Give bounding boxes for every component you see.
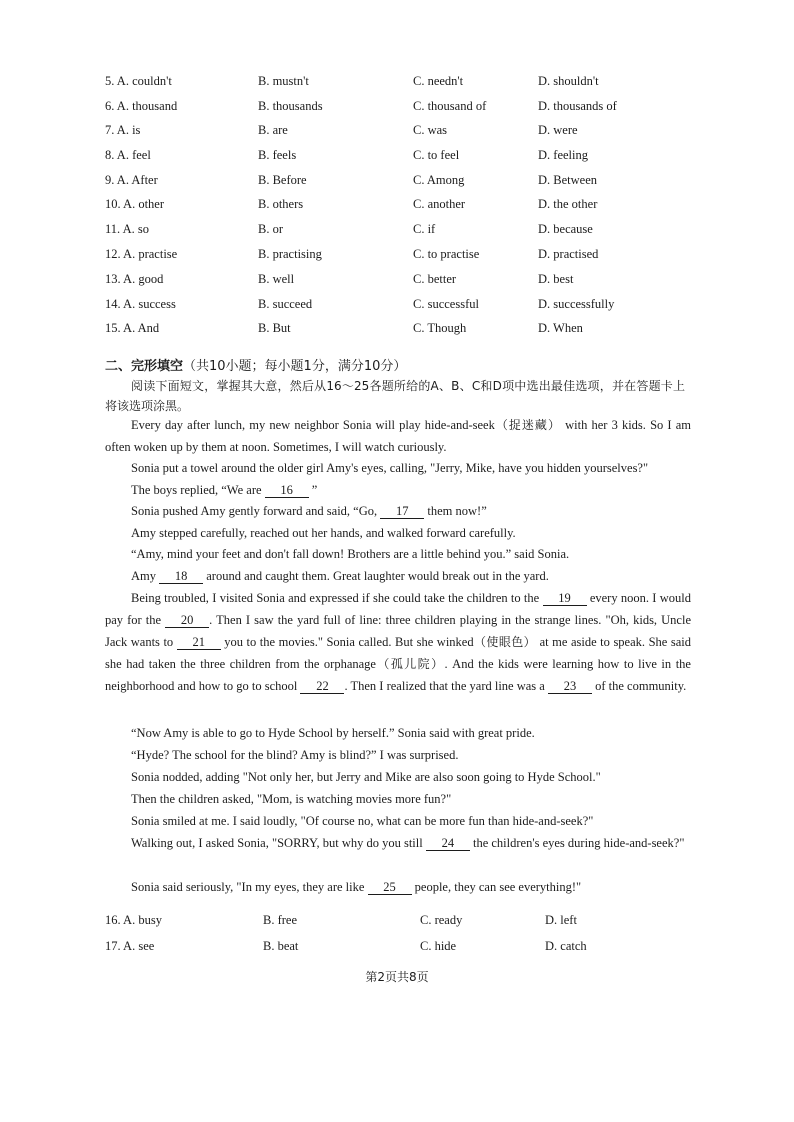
option-c: C. another <box>413 197 466 211</box>
option-b: B. succeed <box>258 297 313 311</box>
passage-text: The boys replied, “We are <box>131 483 265 497</box>
passage-paragraph <box>105 457 691 479</box>
option-row-5 <box>0 74 794 94</box>
option-a: 14. A. success <box>105 297 176 311</box>
option-b: B. beat <box>263 939 299 953</box>
option-d: D. practised <box>538 247 599 261</box>
passage-text: them now!” <box>424 504 487 518</box>
passage-text: people, they can see everything!" <box>411 880 582 894</box>
passage-text: Sonia put a towel around the older girl Amy's eyes, calling, "Jerry, Mike, have you hidden yourselves?" <box>131 461 649 475</box>
option-c: C. if <box>413 222 436 236</box>
option-row-11 <box>0 222 794 242</box>
passage-paragraph <box>105 766 691 788</box>
option-d: D. the other <box>538 197 598 211</box>
passage-paragraph <box>105 543 691 565</box>
blank-20: 20 <box>165 613 209 628</box>
option-row-9 <box>0 173 794 193</box>
option-c: C. ready <box>420 913 463 927</box>
blank-22: 22 <box>300 679 344 694</box>
option-b: B. free <box>263 913 298 927</box>
passage-text: Amy <box>131 569 160 583</box>
option-a: 17. A. see <box>105 939 155 953</box>
option-row-7 <box>0 123 794 143</box>
passage-text: Then the children asked, "Mom, is watching movies more fun?" <box>131 792 452 806</box>
blank-25: 25 <box>368 880 412 895</box>
passage-text: around and caught them. Great laughter would break out in the yard. <box>203 569 549 583</box>
passage-text: “Hyde? The school for the blind? Amy is blind?” I was surprised. <box>131 748 459 762</box>
option-d: D. thousands of <box>538 99 617 113</box>
passage-paragraph <box>105 587 691 697</box>
option-b: B. Before <box>258 173 307 187</box>
option-a: 5. A. couldn't <box>105 74 172 88</box>
option-d: D. shouldn't <box>538 74 599 88</box>
option-a: 12. A. practise <box>105 247 178 261</box>
passage-text: the children's eyes during hide-and-seek?" <box>469 836 685 850</box>
option-c: C. Among <box>413 173 465 187</box>
option-c: C. Though <box>413 321 467 335</box>
blank-19: 19 <box>543 591 587 606</box>
passage-text: every noon. I would pay for the <box>105 591 691 627</box>
option-a: 16. A. busy <box>105 913 162 927</box>
option-a: 10. A. other <box>105 197 165 211</box>
passage-text: “Now Amy is able to go to Hyde School by herself.” Sonia said with great pride. <box>131 726 535 740</box>
option-c: C. to practise <box>413 247 480 261</box>
passage-gloss: （孤儿院） <box>375 657 445 671</box>
passage-text: Walking out, I asked Sonia, "SORRY, but why do you still <box>131 836 426 850</box>
instruction-text: 阅读下面短文，掌握其大意，然后从16～25各题所给的A、B、C和D项中选出最佳选项，并在答题卡上将该选项涂黑。 <box>105 379 685 413</box>
passage-paragraph <box>105 832 691 854</box>
option-row-6 <box>0 99 794 119</box>
option-b: B. But <box>258 321 291 335</box>
blank-24: 24 <box>426 836 470 851</box>
option-a: 13. A. good <box>105 272 164 286</box>
option-d: D. catch <box>545 939 587 953</box>
option-b: B. practising <box>258 247 322 261</box>
option-d: D. because <box>538 222 593 236</box>
passage-paragraph <box>105 722 691 744</box>
passage-paragraph <box>105 876 691 898</box>
option-b: B. mustn't <box>258 74 309 88</box>
passage-paragraph <box>105 479 691 501</box>
blank-16: 16 <box>265 483 309 498</box>
passage-text: you to the movies." Sonia called. But she winked <box>220 635 474 649</box>
option-b: B. feels <box>258 148 297 162</box>
page-number: 第2页共8页 <box>365 970 429 984</box>
passage-text: Sonia smiled at me. I said loudly, "Of course no, what can be more fun than hide-and-seek?" <box>131 814 594 828</box>
option-row-10 <box>0 197 794 217</box>
option-a: 9. A. After <box>105 173 158 187</box>
option-c: C. to feel <box>413 148 460 162</box>
option-a: 8. A. feel <box>105 148 151 162</box>
passage-text: of the community. <box>591 679 687 693</box>
option-a: 15. A. And <box>105 321 160 335</box>
option-d: D. Between <box>538 173 598 187</box>
option-row-13 <box>0 272 794 292</box>
section-instruction <box>105 376 685 416</box>
option-b: B. well <box>258 272 295 286</box>
option-c: C. was <box>413 123 448 137</box>
passage-text: . And the kids were learning how to live in the neighborhood and how to go to school <box>105 657 691 693</box>
option-row-12 <box>0 247 794 267</box>
passage-text: Sonia pushed Amy gently forward and said, “Go, <box>131 504 381 518</box>
option-d: D. successfully <box>538 297 615 311</box>
blank-17: 17 <box>380 504 424 519</box>
option-a: 7. A. is <box>105 123 141 137</box>
passage-text: with her 3 kids. So I am often woken up by them at noon. Sometimes, I will watch curiously. <box>105 418 691 454</box>
option-d: D. best <box>538 272 574 286</box>
option-d: D. were <box>538 123 578 137</box>
option-b: B. or <box>258 222 283 236</box>
passage-text: “Amy, mind your feet and don't fall down! Brothers are a little behind you.” said Sonia. <box>131 547 570 561</box>
passage-text: . Then I realized that the yard line was a <box>344 679 548 693</box>
passage-paragraph <box>105 565 691 587</box>
option-b: B. are <box>258 123 288 137</box>
option-c: C. better <box>413 272 457 286</box>
blank-23: 23 <box>548 679 592 694</box>
option-d: D. feeling <box>538 148 588 162</box>
option-d: D. left <box>545 913 577 927</box>
passage-paragraph <box>105 788 691 810</box>
option-a: 11. A. so <box>105 222 149 236</box>
passage-text: . Then I saw the yard full of line: three children playing in the strange lines. "Oh, kids, Uncle Jack wants to <box>105 613 691 649</box>
passage-paragraph <box>105 522 691 544</box>
option-row-8 <box>0 148 794 168</box>
option-c: C. thousand of <box>413 99 487 113</box>
option-a: 6. A. thousand <box>105 99 178 113</box>
passage-text: Amy stepped carefully, reached out her hands, and walked forward carefully. <box>131 526 516 540</box>
section-meta: （共10小题；每小题1分，满分10分） <box>183 359 407 374</box>
passage-paragraph <box>105 744 691 766</box>
section-title: 二、完形填空 <box>105 359 184 374</box>
option-c: C. hide <box>420 939 457 953</box>
option-row-15 <box>0 321 794 341</box>
option-b: B. others <box>258 197 304 211</box>
section-heading <box>105 355 406 374</box>
passage-text: Being troubled, I visited Sonia and expressed if she could take the children to the <box>131 591 543 605</box>
option-b: B. thousands <box>258 99 323 113</box>
passage-paragraph <box>105 810 691 832</box>
passage-gloss: （捉迷藏） <box>494 418 561 432</box>
blank-18: 18 <box>159 569 203 584</box>
option-row-16 <box>0 913 794 933</box>
option-row-14 <box>0 297 794 317</box>
passage-paragraph <box>105 414 691 458</box>
passage-text: ” <box>308 483 318 497</box>
passage-text: Every day after lunch, my new neighbor Sonia will play hide-and-seek <box>131 418 495 432</box>
passage-text: Sonia nodded, adding "Not only her, but Jerry and Mike are also soon going to Hyde School." <box>131 770 601 784</box>
passage-paragraph <box>105 500 691 522</box>
passage-gloss: （使眼色） <box>473 635 537 649</box>
option-d: D. When <box>538 321 583 335</box>
option-c: C. successful <box>413 297 479 311</box>
blank-21: 21 <box>177 635 221 650</box>
option-row-17 <box>0 939 794 959</box>
option-c: C. needn't <box>413 74 464 88</box>
passage-text: Sonia said seriously, "In my eyes, they are like <box>131 880 368 894</box>
passage-text: at me aside to speak. She said she had taken the three children from the orphanage <box>105 635 691 671</box>
